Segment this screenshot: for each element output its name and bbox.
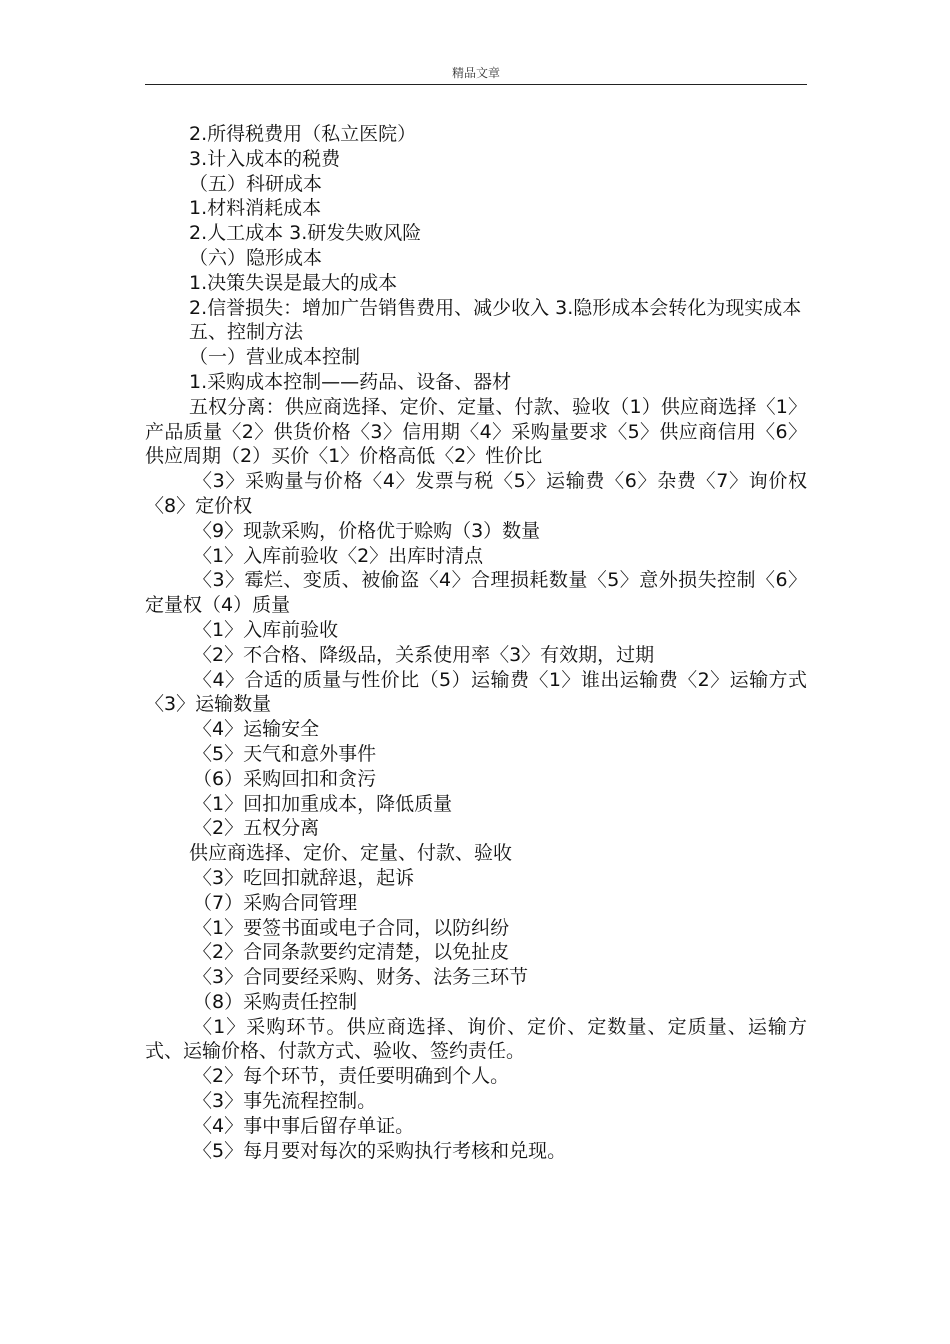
paragraph: 〈1〉入库前验收 <box>193 618 339 641</box>
paragraph: 〈5〉天气和意外事件 <box>193 742 377 765</box>
paragraph: （8）采购责任控制 <box>193 990 358 1013</box>
paragraph: 〈1〉入库前验收〈2〉出库时清点 <box>193 544 484 567</box>
paragraph: 〈4〉事中事后留存单证。 <box>193 1114 415 1137</box>
paragraph: 〈4〉合适的质量与性价比（5）运输费〈1〉谁出运输费〈2〉运输方式〈3〉运输数量 <box>145 668 807 716</box>
paragraph: （6）采购回扣和贪污 <box>193 767 377 790</box>
paragraph: 〈3〉合同要经采购、财务、法务三环节 <box>193 966 529 989</box>
paragraph: 〈1〉要签书面或电子合同，以防纠纷 <box>193 916 510 939</box>
paragraph: 五、控制方法 <box>189 321 304 344</box>
paragraph: 1.决策失误是最大的成本 <box>189 271 398 294</box>
paragraph: 供应商选择、定价、定量、付款、验收 <box>189 842 513 865</box>
paragraph: 2.所得税费用（私立医院） <box>189 123 417 145</box>
paragraph: 五权分离：供应商选择、定价、定量、付款、验收（1）供应商选择〈1〉产品质量〈2〉供货价格〈3〉信用期〈4〉采购量要求〈5〉供应商信用〈6〉供应周期（2）买价〈1〉价格高低〈2〉性价比 <box>145 395 807 468</box>
paragraph: 2.人工成本 3.研发失败风险 <box>189 222 422 245</box>
page-header <box>145 64 807 85</box>
paragraph: 3.计入成本的税费 <box>189 147 341 170</box>
paragraph: （六）隐形成本 <box>189 246 323 269</box>
paragraph: 〈1〉采购环节。供应商选择、询价、定价、定数量、定质量、运输方式、运输价格、付款方式、验收、签约责任。 <box>145 1015 807 1063</box>
paragraph: 〈2〉每个环节，责任要明确到个人。 <box>193 1065 510 1088</box>
header-title: 精品文章 <box>451 66 500 80</box>
paragraph: 〈3〉事先流程控制。 <box>193 1090 377 1113</box>
document-body <box>145 122 807 1163</box>
paragraph: 〈1〉回扣加重成本，降低质量 <box>193 792 453 815</box>
paragraph: 〈4〉运输安全 <box>193 718 320 741</box>
paragraph: 〈2〉合同条款要约定清楚，以免扯皮 <box>193 941 510 964</box>
paragraph: （五）科研成本 <box>189 172 323 195</box>
paragraph: 〈3〉吃回扣就辞退，起诉 <box>193 866 415 889</box>
paragraph: 〈9〉现款采购，价格优于赊购（3）数量 <box>193 519 541 542</box>
paragraph: 〈2〉不合格、降级品，关系使用率〈3〉有效期，过期 <box>193 643 655 666</box>
paragraph: 〈2〉五权分离 <box>193 817 320 840</box>
paragraph: 〈5〉每月要对每次的采购执行考核和兑现。 <box>193 1139 567 1162</box>
paragraph: （一）营业成本控制 <box>189 346 361 369</box>
paragraph: （7）采购合同管理 <box>193 891 358 914</box>
paragraph: 〈3〉采购量与价格〈4〉发票与税〈5〉运输费〈6〉杂费〈7〉询价权〈8〉定价权 <box>145 470 807 517</box>
paragraph: 2.信誉损失：增加广告销售费用、减少收入 3.隐形成本会转化为现实成本 <box>189 296 802 319</box>
paragraph: 〈3〉霉烂、变质、被偷盗〈4〉合理损耗数量〈5〉意外损失控制〈6〉定量权（4）质量 <box>145 569 807 617</box>
paragraph: 1.采购成本控制——药品、设备、器材 <box>189 370 512 393</box>
paragraph: 1.材料消耗成本 <box>189 197 322 220</box>
